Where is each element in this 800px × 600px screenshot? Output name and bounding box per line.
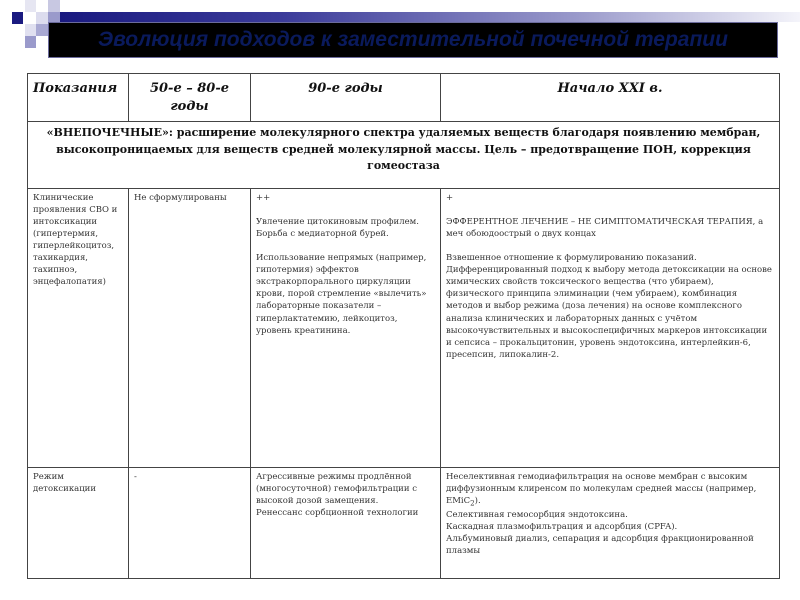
table-row <box>28 189 780 468</box>
text: Неселективная гемодиафильтрация на основе мембран с высоким диффузионным клиренсом по молекулам средней массы (например, EMiC <box>446 472 757 507</box>
paragraph: Увлечение цитокиновым профилем. Борьба с медиаторной бурей. <box>256 217 419 240</box>
header-indications: Показания <box>28 74 129 122</box>
paragraph: Каскадная плазмофильтрация и адсорбция (CPFA). <box>446 521 678 532</box>
header-50-80: 50-е – 80-е годы <box>129 74 251 122</box>
header-90s: 90-е годы <box>251 74 441 122</box>
text: ). <box>474 496 481 507</box>
span-row-text: «ВНЕПОЧЕЧНЫЕ»: расширение молекулярного спектра удаляемых веществ благодаря появлению мембран, высокопроницаемых для веществ средней молекулярной массы. Цель – предотвращение ПОН, коррекция гомеостаза <box>28 122 780 189</box>
cell-21st <box>441 468 780 579</box>
indication-cell: Режим детоксикации <box>28 468 129 579</box>
decor-square <box>25 24 36 36</box>
decor-square <box>25 36 36 48</box>
indication-cell: Клинические проявления СВО и интоксикации (гипертермия, гиперлейкоцитоз, тахикардия, тахипноэ, энцефалопатия) <box>28 189 129 468</box>
mark: ++ <box>256 193 271 203</box>
decor-square <box>12 12 23 24</box>
cell-90s <box>251 189 441 468</box>
cell-21st <box>441 189 780 468</box>
paragraph: ЭФФЕРЕНТНОЕ ЛЕЧЕНИЕ – НЕ СИМПТОМАТИЧЕСКАЯ ТЕРАПИЯ, а меч обоюдоострый о двух концах <box>446 217 764 240</box>
decor-square <box>25 0 36 12</box>
paragraph: Селективная гемосорбция эндотоксина. <box>446 509 628 520</box>
cell-50-80: Не сформулированы <box>129 189 251 468</box>
mark: + <box>446 193 454 203</box>
paragraph: Агрессивные режимы продлённой (многосуточной) гемофильтрации с высокой дозой замещения. <box>256 472 417 507</box>
span-row <box>28 122 780 189</box>
paragraph: Взвешенное отношение к формулированию показаний. Дифференцированный подход к выбору метода детоксикации на основе химических свойств токсического вещества (что убираем), физического принципа элиминации (чем убираем), комбинация методов и выбор режима (доза лечения) на основе комплексного анализа клинических и лабораторных данных с учётом высокочувствительных и высокоспецифичных маркеров интоксикации и сепсиса – прокальцитонин, уровень эндотоксина, интерлейкин-6, пресепсин, липокалин-2. <box>446 253 772 360</box>
decor-square <box>48 0 60 12</box>
header-21st: Начало XXI в. <box>441 74 780 122</box>
cell-50-80: - <box>129 468 251 579</box>
paragraph <box>446 471 774 509</box>
cell-90s <box>251 468 441 579</box>
slide-title: Эволюция подходов к заместительной почечной терапии <box>98 28 728 51</box>
header-row <box>28 74 780 122</box>
paragraph: Альбуминовый диализ, сепарация и адсорбция фракционированной плазмы <box>446 533 754 557</box>
header-accent-bar <box>60 12 800 22</box>
title-banner <box>48 22 778 58</box>
paragraph: Использование непрямых (например, гипотермия) эффектов экстракорпорального циркуляции крови, порой стремление «вылечить» лабораторные показатели – гиперлактатемию, лейкоцитоз, уровень креатинина. <box>256 253 427 336</box>
evolution-table <box>27 73 780 579</box>
table-row <box>28 468 780 579</box>
decor-square <box>36 12 48 24</box>
paragraph: Ренессанс сорбционной технологии <box>256 508 419 519</box>
subscript: 2 <box>470 498 475 508</box>
decor-square <box>36 24 48 36</box>
